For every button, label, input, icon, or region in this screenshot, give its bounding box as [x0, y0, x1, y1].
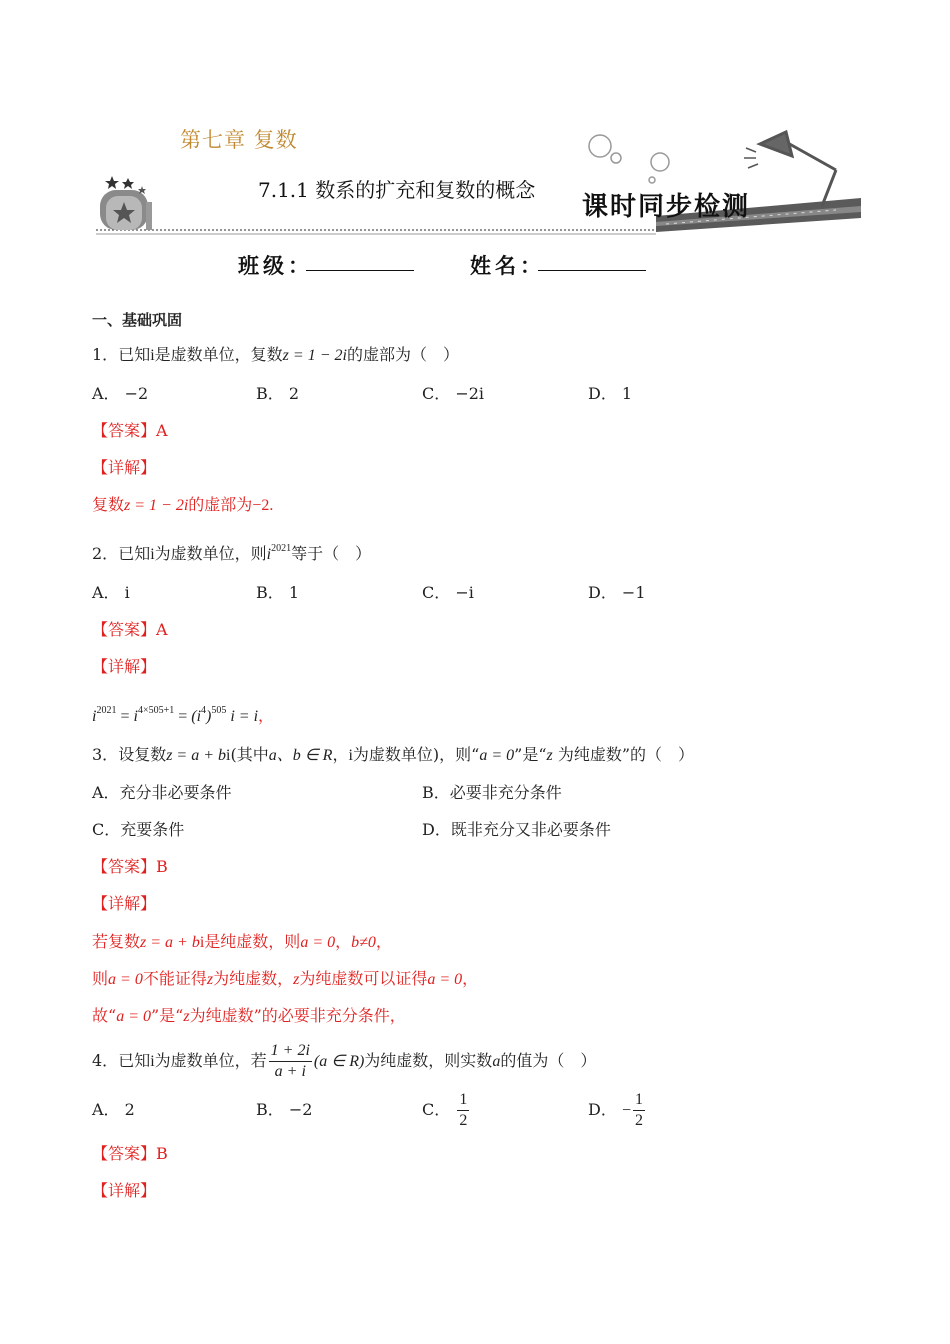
q3-option-b: B．必要非充分条件: [422, 783, 562, 802]
desk-lamp-icon: [744, 132, 836, 206]
question-3: 3．设复数z = a + bi(其中a、b ∈ R，i为虚数单位)，则“a = 0”是“z 为纯虚数”的（ ）: [92, 745, 695, 764]
name-label: 姓名：: [470, 253, 545, 278]
star-badge-icon: [100, 176, 152, 230]
q1-option-d: D． 1: [588, 384, 633, 403]
class-field[interactable]: [306, 270, 414, 271]
name-field[interactable]: [538, 270, 646, 271]
question-2: 2．已知i为虚数单位，则$i^{2021}$等于（ ）: [92, 543, 372, 563]
q1-option-c: C． −2i: [422, 384, 485, 403]
q4-option-a: A． 2: [92, 1100, 135, 1119]
q3-detail-line-3: 故“a = 0”是“z为纯虚数”的必要非充分条件，: [92, 1006, 406, 1025]
q3-detail-line-2: 则a = 0不能证得z为纯虚数，z为纯虚数可以证得a = 0，: [92, 969, 479, 988]
q4-option-c: C． $\frac{1}{2}$: [422, 1091, 468, 1129]
q4-option-d: D． − $\frac{1}{2}$: [588, 1091, 643, 1129]
q3-answer: 【答案】B: [92, 857, 168, 876]
q4-answer: 【答案】B: [92, 1144, 168, 1163]
section-title: 一、基础巩固: [92, 311, 183, 329]
lesson-title: 7.1.1 数系的扩充和复数的概念: [258, 178, 536, 202]
class-label: 班级：: [238, 253, 313, 278]
q3-option-c: C．充要条件: [92, 820, 185, 839]
q2-answer: 【答案】A: [92, 620, 168, 639]
q1-answer: 【答案】A: [92, 421, 168, 440]
q3-detail-label: 【详解】: [92, 894, 157, 913]
q2-option-d: D． −1: [588, 583, 646, 602]
q2-option-c: C． −i: [422, 583, 474, 602]
q4-detail-label: 【详解】: [92, 1181, 157, 1200]
q3-option-d: D．既非充分又非必要条件: [422, 820, 611, 839]
chapter-title: 第七章 复数: [180, 128, 298, 152]
q2-option-b: B． 1: [256, 583, 300, 602]
q4-fraction: $\frac{1 + 2i}{a + i}$: [270, 1042, 310, 1080]
q2-detail-label: 【详解】: [92, 657, 157, 676]
q3-detail-line-1: 若复数z = a + bi是纯虚数，则a = 0，b≠0，: [92, 932, 392, 951]
q1-option-b: B． 2: [256, 384, 300, 403]
question-4: 4．已知i为虚数单位，若 $\frac{1 + 2i}{a + i}$ (a ∈ R)为纯虚数，则实数a的值为（ ）: [92, 1042, 597, 1080]
q3-option-a: A．充分非必要条件: [92, 783, 232, 802]
q2-detail: $i^{2021} = i^{4\times 505+1} = (i^4)^{505}$ i = i，: [92, 705, 275, 725]
brand-title: 课时同步检测: [582, 192, 751, 222]
q1-option-a: A． −2: [92, 384, 149, 403]
question-1: 1．已知i是虚数单位，复数z = 1 − 2i的虚部为（ ）: [92, 345, 459, 364]
q4-option-b: B． −2: [256, 1100, 313, 1119]
q1-detail: 复数z = 1 − 2i的虚部为−2.: [92, 495, 274, 514]
bubble-decor-icon: [589, 135, 669, 183]
q1-detail-label: 【详解】: [92, 458, 157, 477]
q2-option-a: A． i: [92, 583, 130, 602]
